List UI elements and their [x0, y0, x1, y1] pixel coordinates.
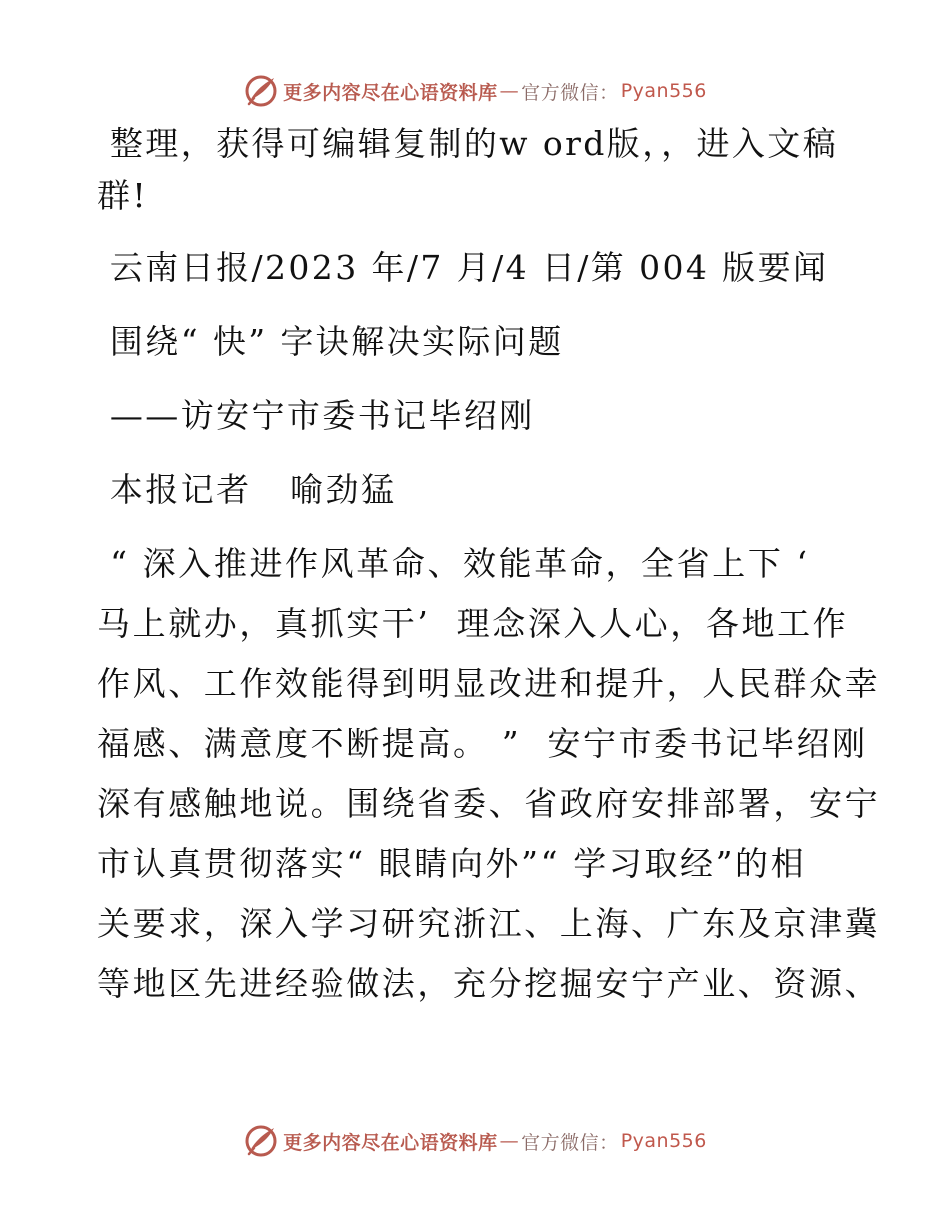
body-line-2: 马上就办，真抓实干’ 理念深入人心，各地工作 — [97, 604, 849, 643]
source-line: 云南日报/2023 年/7 月/4 日/第 004 版要闻 — [97, 248, 829, 287]
body-line-6: 市认真贯彻落实“ 眼睛向外”“ 学习取经”的相 — [97, 844, 807, 883]
body-line-5: 深有感触地说。围绕省委、省政府安排部署，安宁 — [97, 784, 881, 823]
watermark-main-text: 更多内容尽在心语资料库 — [283, 81, 498, 104]
body-paragraph — [97, 534, 881, 1014]
body-line-4: 福感、满意度不断提高。 ” 安宁市委书记毕绍刚 — [97, 724, 868, 763]
body-line-7: 关要求，深入学习研究浙江、上海、广东及京津冀 — [97, 904, 881, 943]
byline: 本报记者 喻劲猛 — [97, 470, 397, 509]
body-line-3: 作风、工作效能得到明显改进和提升，人民群众幸 — [97, 664, 881, 703]
document-body — [97, 118, 881, 1014]
quill-pen-logo-icon — [243, 1123, 279, 1159]
intro-line-1: 整理，获得可编辑复制的w ord版，，进入文稿 — [97, 124, 839, 163]
body-line-8: 等地区先进经验做法，充分挖掘安宁产业、资源、 — [97, 964, 881, 1003]
subheadline: ——访安宁市委书记毕绍刚 — [97, 396, 535, 435]
quill-pen-logo-icon — [243, 73, 279, 109]
header-watermark — [0, 71, 950, 111]
intro-line-2: 群! — [97, 176, 149, 215]
watermark-account: Pyan556 — [620, 1130, 707, 1152]
headline: 围绕“ 快” 字诀解决实际问题 — [97, 322, 564, 361]
watermark-main-text: 更多内容尽在心语资料库 — [283, 1131, 498, 1154]
watermark-account: Pyan556 — [620, 80, 707, 102]
watermark-sub-text: 官方微信： — [521, 81, 619, 104]
watermark-sub-text: 官方微信： — [521, 1131, 619, 1154]
footer-watermark — [0, 1121, 950, 1161]
watermark-dash: — — [499, 80, 520, 102]
watermark-dash: — — [499, 1130, 520, 1152]
body-line-1: “ 深入推进作风革命、效能革命，全省上下 ‘ — [97, 544, 810, 583]
